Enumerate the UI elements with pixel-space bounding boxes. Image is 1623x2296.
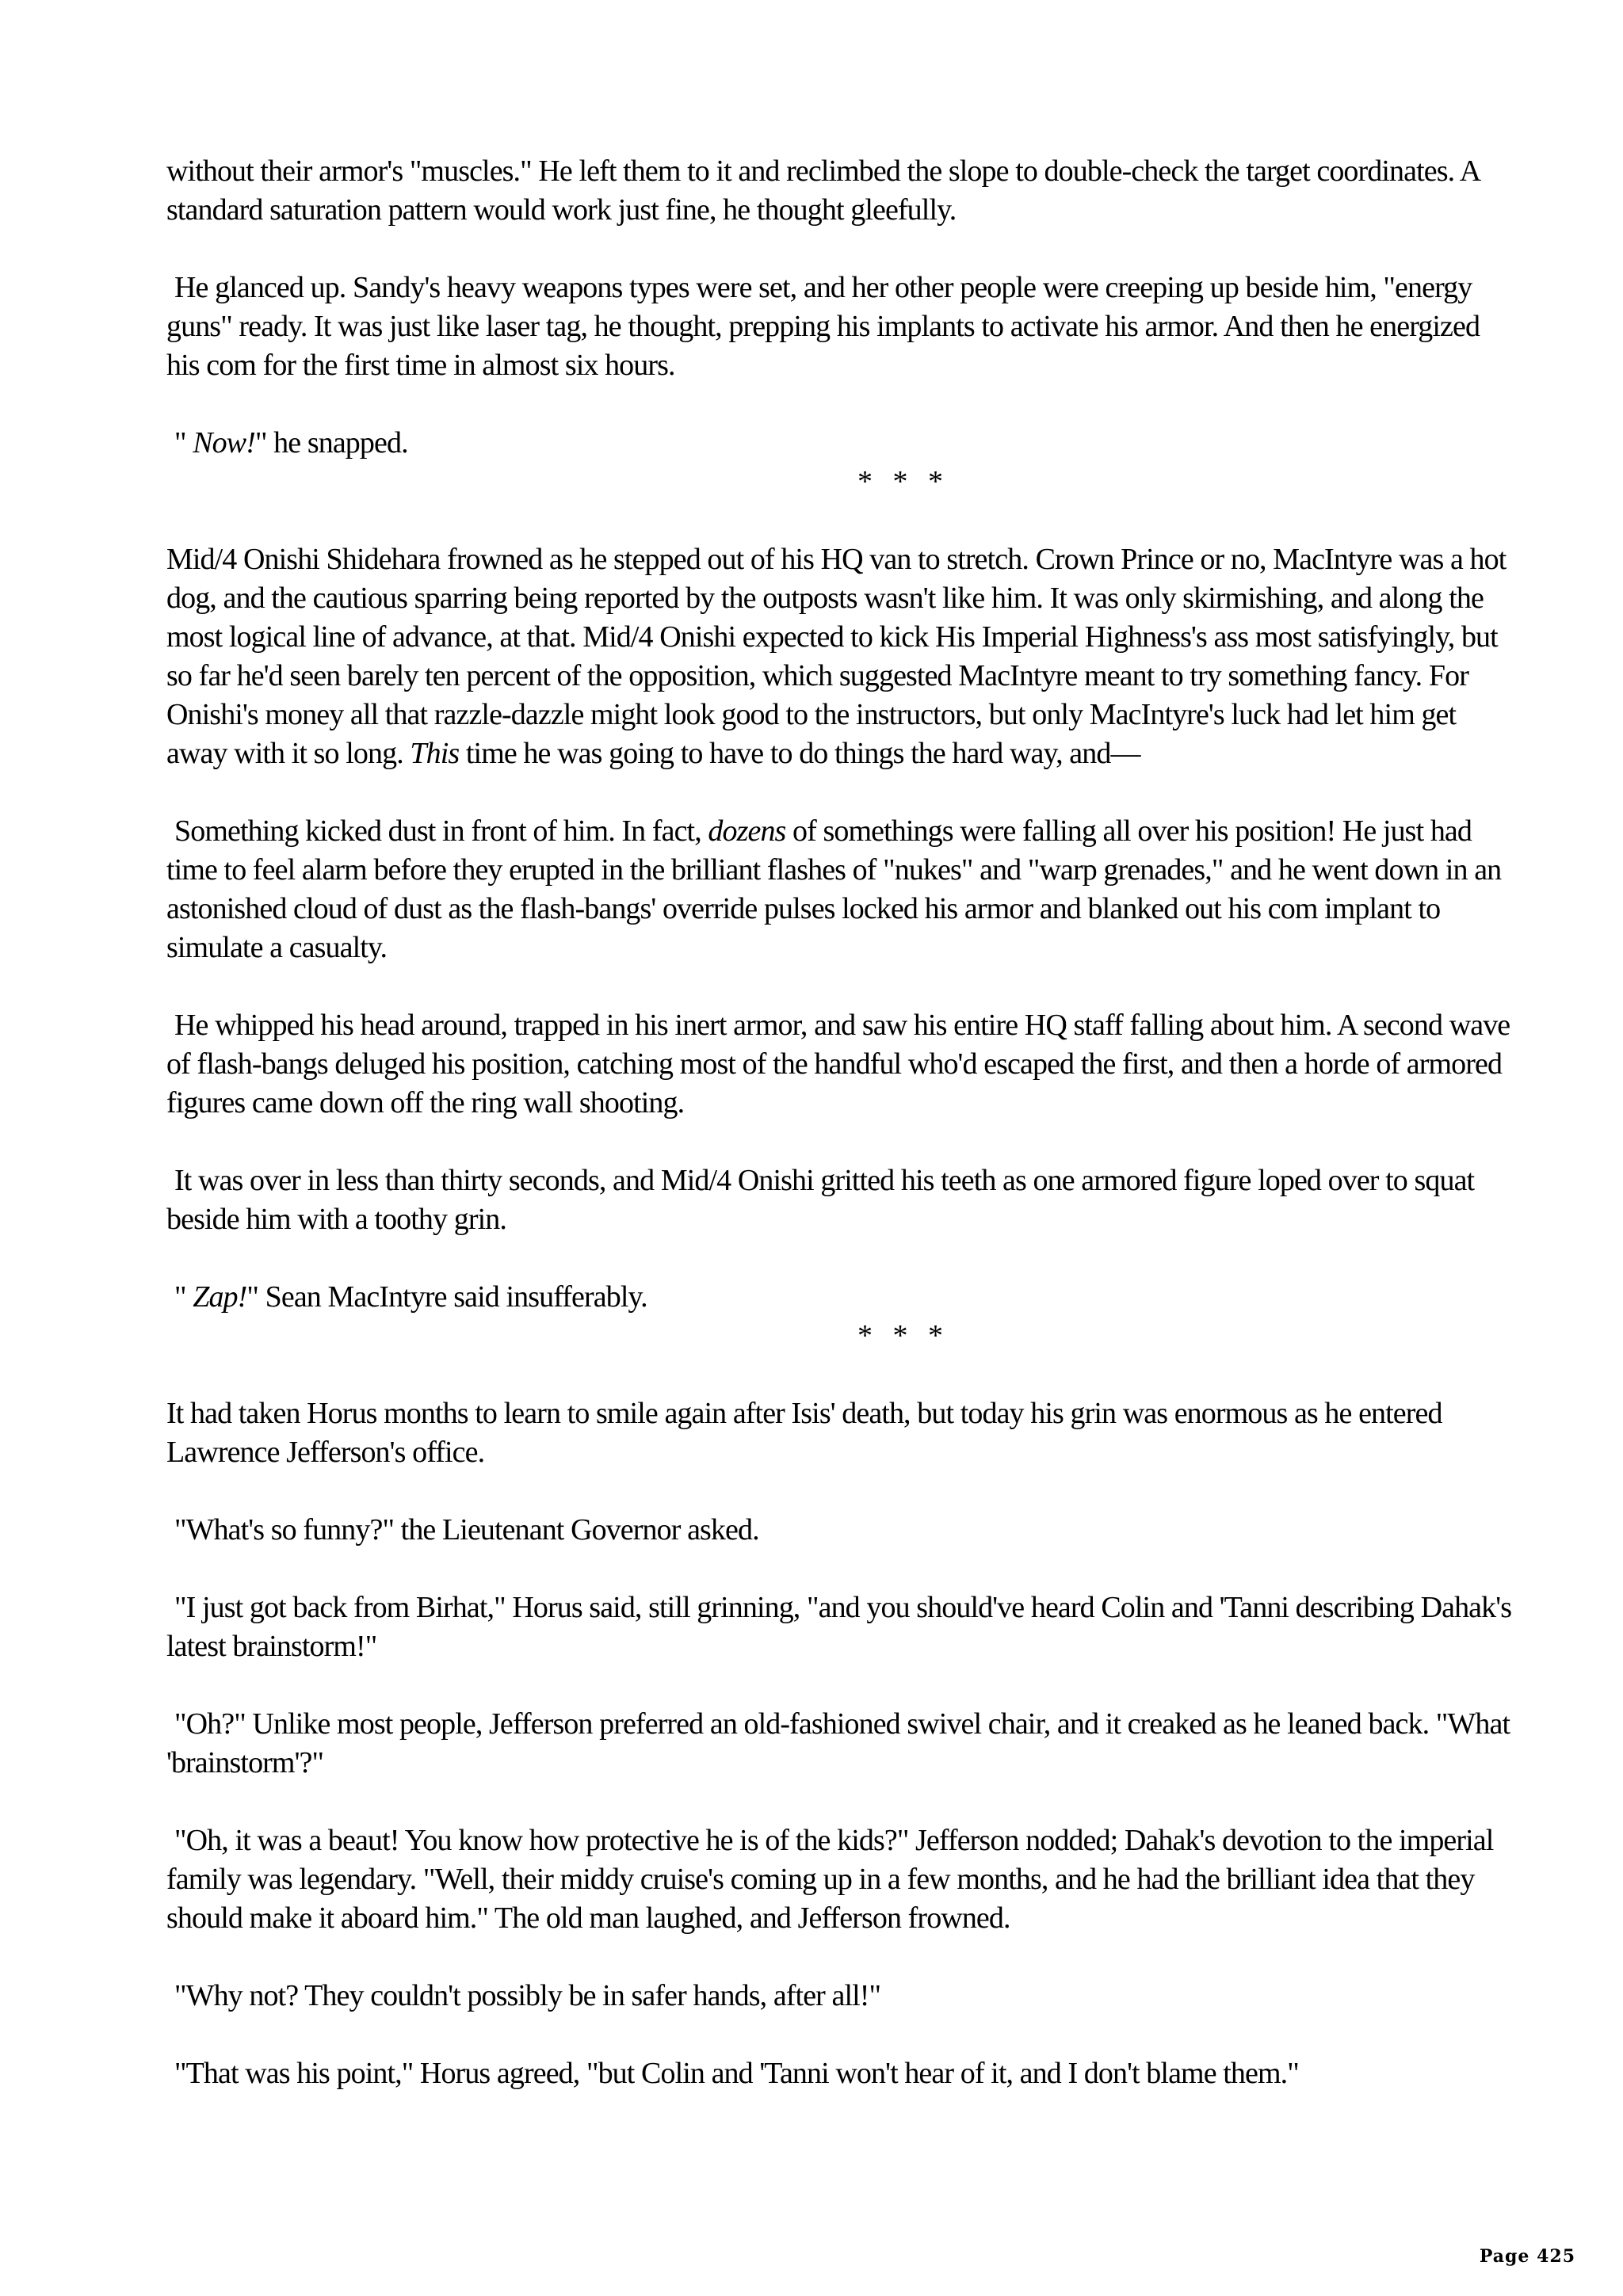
text-run: Mid/4 Onishi Shidehara frowned as he stepped out of his HQ van to stretch. Crown Prince or no, MacIntyre was a hot dog, and the cautious sparring being reported by the outposts wasn't like him. It was only skirmishing, and along the most logical line of advance, at that. Mid/4 Onishi expected to kick His Imperial Highness's ass most satisfyingly, but so far he'd seen barely ten percent of the opposition, which suggested MacIntyre meant to try something fancy. For Onishi's money all that razzle-dazzle might look good to the instructors, but only MacIntyre's luck had let him get away with it so long. (166, 543, 1507, 770)
paragraph (166, 152, 1514, 230)
text-run: He whipped his head around, trapped in his inert armor, and saw his entire HQ staff falling about him. A second wave of flash-bangs deluged his position, catching most of the handful who'd escaped the first, and then a horde of armored figures came down off the ring wall shooting. (166, 1009, 1510, 1119)
paragraph (166, 1977, 1514, 2016)
text-run: Something kicked dust in front of him. In fact, (174, 814, 708, 848)
paragraph (166, 1278, 1514, 1317)
scene-break: * * * (857, 465, 949, 498)
italic-text: Now! (193, 426, 255, 460)
text-run: "Oh, it was a beaut! You know how protective he is of the kids?" Jefferson nodded; Dahak's devotion to the imperial family was legendary. "Well, their middy cruise's coming up in a few months, and he had the brilliant idea that they should make it aboard him." The old man laughed, and Jefferson frowned. (166, 1824, 1494, 1935)
text-run: without their armor's "muscles." He left them to it and reclimbed the slope to double-check the target coordinates. A standard saturation pattern would work just fine, he thought gleefully. (166, 154, 1480, 227)
text-run: "Why not? They couldn't possibly be in safer hands, after all!" (174, 1979, 881, 2012)
italic-text: This (410, 737, 460, 770)
paragraph (166, 1589, 1514, 1666)
text-run: He glanced up. Sandy's heavy weapons types were set, and her other people were creeping up beside him, "energy guns" ready. It was just like laser tag, he thought, prepping his implants to activate his armor. And then he energized his com for the first time in almost six hours. (166, 271, 1480, 382)
paragraph (166, 1511, 1514, 1550)
italic-text: dozens (708, 814, 786, 848)
paragraph (166, 2054, 1514, 2093)
text-run: It had taken Horus months to learn to smile again after Isis' death, but today his grin was enormous as he entered Lawrence Jefferson's office. (166, 1397, 1442, 1469)
scene-break: * * * (857, 1319, 949, 1352)
paragraph (166, 1705, 1514, 1783)
paragraph (166, 540, 1514, 773)
text-run: of somethings were falling all over his position! He just had time to feel alarm before they erupted in the brilliant flashes of "nukes" and "warp grenades," and he went down in an astonished cloud of dust as the flash-bangs' override pulses locked his armor and blanked out his com implant to simulate a casualty. (166, 814, 1502, 964)
text-run: time he was going to have to do things the hard way, and— (459, 737, 1140, 770)
document-body (166, 152, 1514, 2132)
text-run: It was over in less than thirty seconds, and Mid/4 Onishi gritted his teeth as one armored figure loped over to squat beside him with a toothy grin. (166, 1164, 1475, 1236)
text-run: "That was his point," Horus agreed, "but Colin and 'Tanni won't hear of it, and I don't blame them." (174, 2057, 1299, 2090)
text-run: "What's so funny?" the Lieutenant Governor asked. (174, 1513, 759, 1547)
text-run: " he snapped. (254, 426, 408, 460)
text-run: "I just got back from Birhat," Horus said, still grinning, "and you should've heard Colin and 'Tanni describing Dahak's latest brainstorm!" (166, 1591, 1512, 1663)
italic-text: Zap! (193, 1280, 247, 1314)
paragraph (166, 1006, 1514, 1123)
text-run: "Oh?" Unlike most people, Jefferson preferred an old-fashioned swivel chair, and it creaked as he leaned back. "What 'brainstorm'?" (166, 1707, 1510, 1779)
paragraph (166, 812, 1514, 967)
text-run: " (174, 426, 193, 460)
paragraph (166, 1821, 1514, 1938)
paragraph (166, 424, 1514, 463)
page-number: Page 425 (1479, 2246, 1575, 2267)
paragraph (166, 1161, 1514, 1239)
text-run: " (174, 1280, 193, 1314)
text-run: " Sean MacIntyre said insufferably. (246, 1280, 647, 1314)
paragraph (166, 269, 1514, 385)
paragraph (166, 1394, 1514, 1472)
